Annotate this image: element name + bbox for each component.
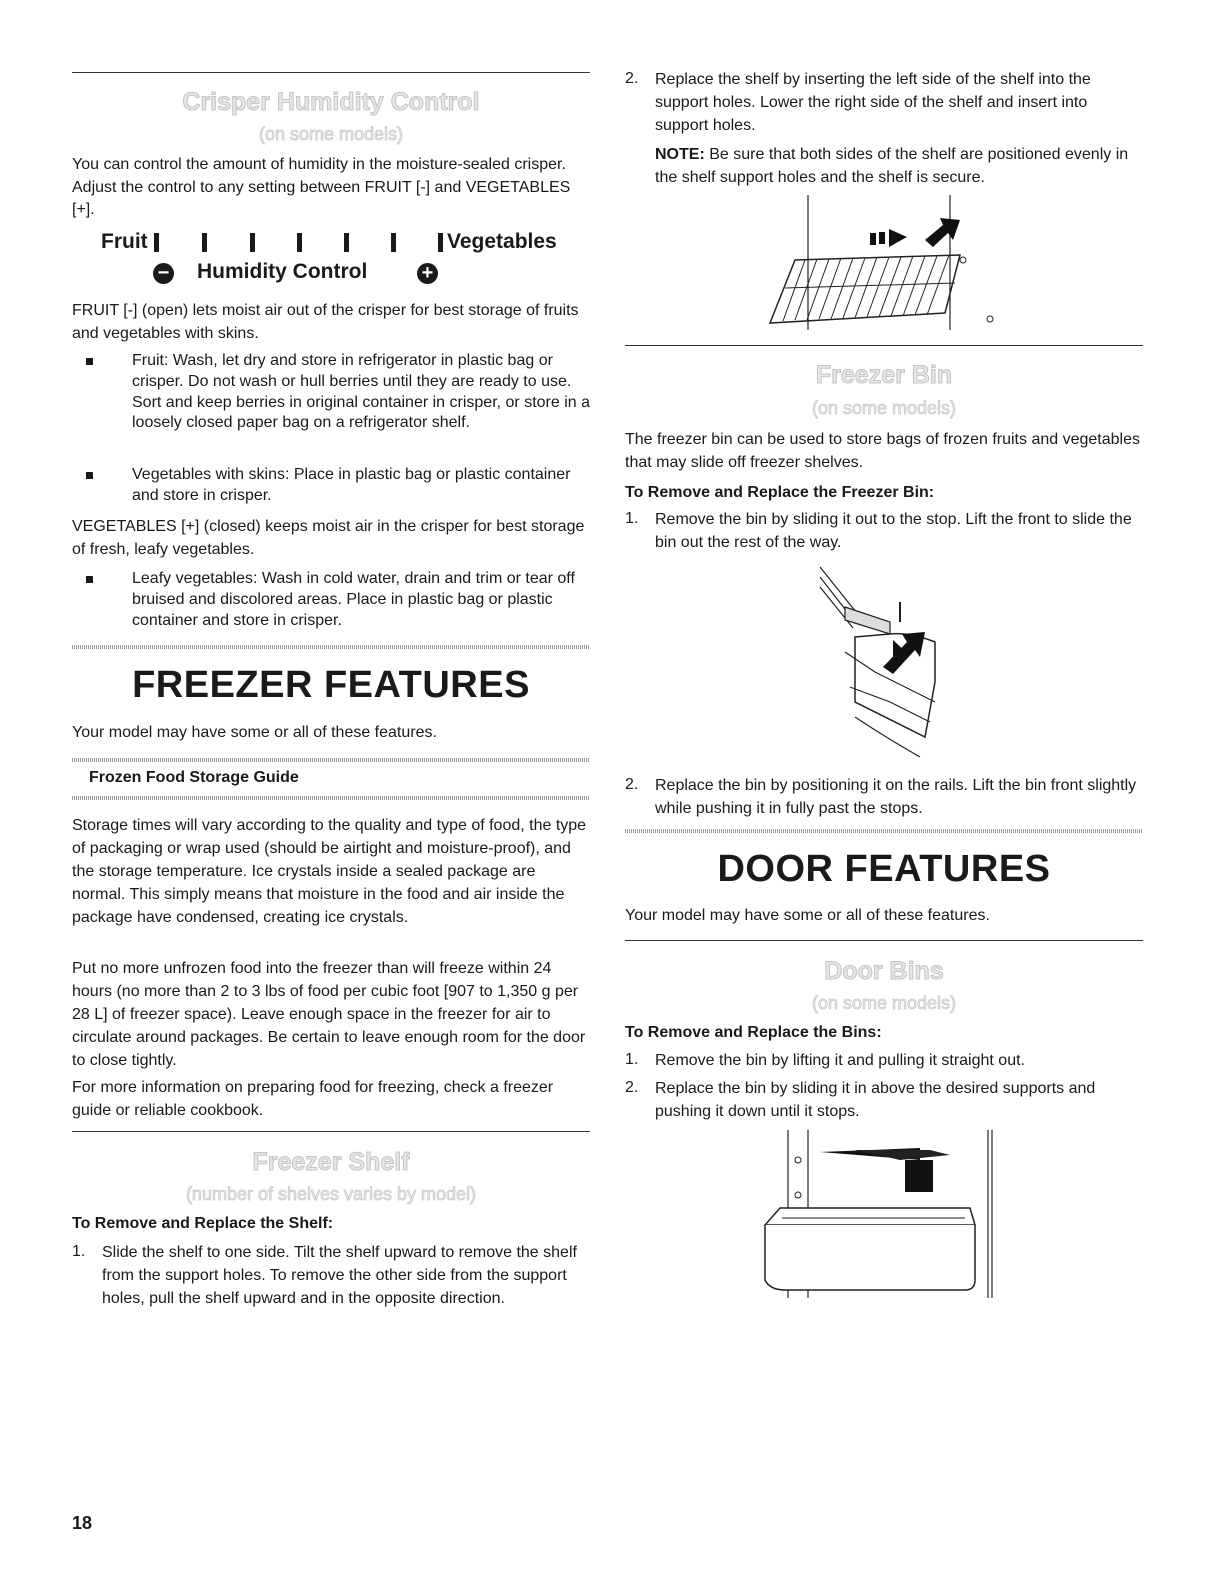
door-bins-subtitle: (on some models) — [811, 993, 957, 1013]
freezer-bin-subtitle: (on some models) — [811, 398, 957, 418]
page-number: 18 — [72, 1513, 93, 1533]
step-text: Replace the bin by sliding it in above the desired supports and pushing it down until it stops. — [655, 1080, 1096, 1120]
humidity-scale — [72, 230, 590, 290]
hatched-divider — [625, 829, 1143, 833]
hatched-divider — [72, 796, 590, 800]
freezer-features-intro: Your model may have some or all of these features. — [72, 724, 437, 741]
section-rule — [625, 345, 1143, 346]
door-features-intro: Your model may have some or all of these features. — [625, 907, 990, 924]
scale-caption: Humidity Control — [197, 260, 368, 283]
list-item — [72, 351, 590, 434]
freezer-shelf-title: Freezer Shelf — [252, 1148, 410, 1176]
section-rule — [72, 1131, 590, 1132]
list-item — [72, 1241, 590, 1310]
step-number: 2. — [625, 1079, 639, 1096]
crisper-intro: You can control the amount of humidity in the moisture-sealed crisper. Adjust the control to any setting between FRUIT [-] and VEGETABLES [+]. — [72, 156, 571, 218]
scale-tick — [202, 233, 207, 252]
step-text: Slide the shelf to one side. Tilt the shelf upward to remove the shelf from the support holes. To remove the other side from the support holes, pull the shelf upward and in the opposite direction. — [102, 1244, 577, 1307]
section-rule — [72, 72, 590, 73]
list-item — [625, 68, 1143, 137]
scale-tick — [297, 233, 302, 252]
freezer-features-heading: FREEZER FEATURES — [132, 664, 530, 706]
step-text: Replace the bin by positioning it on the rails. Lift the bin front slightly while pushing it in fully past the stops. — [655, 777, 1137, 817]
door-bins-title: Door Bins — [824, 957, 944, 985]
shelf-procedure-heading: To Remove and Replace the Shelf: — [72, 1215, 334, 1232]
fruit-setting-text: FRUIT [-] (open) lets moist air out of the crisper for best storage of fruits and vegetables with skins. — [72, 302, 579, 342]
scale-tick — [154, 233, 159, 252]
freezer-bin-illustration — [815, 562, 950, 762]
scale-tick — [391, 233, 396, 252]
list-item — [625, 774, 1143, 820]
crisper-subtitle: (on some models) — [258, 124, 404, 144]
step-text: Replace the shelf by inserting the left side of the shelf into the support holes. Lower the right side of the shelf and insert into support holes. — [655, 71, 1091, 134]
step-number: 1. — [72, 1243, 86, 1260]
storage-guide-paragraph: Storage times will vary according to the quality and type of food, the type of packaging or wrap used (should be airtight and moisture-proof), and the storage temperature. Ice crystals inside a sealed package are normal. This simply means that moisture in the food and air inside the package have condensed, creating ice crystals. — [72, 817, 587, 926]
step-text: Remove the bin by sliding it out to the stop. Lift the front to slide the bin out the rest of the way. — [655, 511, 1132, 551]
shelf-note — [625, 143, 1143, 189]
hatched-divider — [72, 758, 590, 762]
list-item — [625, 508, 1143, 554]
scale-tick — [344, 233, 349, 252]
freezer-bin-title: Freezer Bin — [815, 361, 953, 389]
list-item — [72, 569, 590, 631]
storage-guide-paragraph: Put no more unfrozen food into the freezer than will freeze within 24 hours (no more than 2 to 3 lbs of food per cubic foot [907 to 1,350 g per 28 L] of freezer space). Leave enough space in the freezer for air to circulate around packages. Be certain to leave enough room for the door to close tightly. — [72, 960, 586, 1069]
plus-icon: + — [417, 263, 438, 284]
note-label: NOTE: — [655, 146, 705, 163]
scale-vegetables-label: Vegetables — [447, 230, 557, 253]
step-number: 2. — [625, 70, 639, 87]
bullet-icon — [86, 358, 93, 365]
hatched-divider — [72, 645, 590, 649]
minus-icon: − — [153, 263, 174, 284]
door-bin-illustration — [760, 1130, 1005, 1300]
freezer-bin-procedure-heading: To Remove and Replace the Freezer Bin: — [625, 484, 935, 501]
bullet-icon — [86, 576, 93, 583]
door-features-heading: DOOR FEATURES — [717, 848, 1051, 890]
door-bins-procedure-heading: To Remove and Replace the Bins: — [625, 1024, 882, 1041]
step-number: 1. — [625, 510, 639, 527]
bullet-text: Vegetables with skins: Place in plastic bag or plastic container and store in crisper. — [132, 466, 571, 504]
bullet-text: Fruit: Wash, let dry and store in refrigerator in plastic bag or crisper. Do not wash or hull berries until they are ready to use. Sort and keep berries in original container in crisper, or store in a loosely closed paper bag on a refrigerator shelf. — [132, 352, 591, 432]
step-number: 1. — [625, 1051, 639, 1068]
list-item — [625, 1077, 1143, 1123]
scale-fruit-label: Fruit — [101, 230, 148, 253]
section-rule — [625, 940, 1143, 941]
vegetables-setting-text: VEGETABLES [+] (closed) keeps moist air in the crisper for best storage of fresh, leafy vegetables. — [72, 518, 585, 558]
list-item — [72, 465, 590, 507]
freezer-bin-intro: The freezer bin can be used to store bags of frozen fruits and vegetables that may slide off freezer shelves. — [625, 431, 1140, 471]
step-text: Remove the bin by lifting it and pulling it straight out. — [655, 1052, 1025, 1069]
note-text: Be sure that both sides of the shelf are positioned evenly in the shelf support holes and the shelf is secure. — [655, 146, 1129, 186]
shelf-illustration — [765, 195, 1005, 335]
storage-guide-paragraph: For more information on preparing food for freezing, check a freezer guide or reliable cookbook. — [72, 1079, 554, 1119]
bullet-text: Leafy vegetables: Wash in cold water, drain and trim or tear off bruised and discolored areas. Place in plastic bag or plastic container and store in crisper. — [132, 570, 575, 629]
scale-tick — [250, 233, 255, 252]
step-number: 2. — [625, 776, 639, 793]
crisper-title: Crisper Humidity Control — [182, 88, 480, 116]
scale-tick — [438, 233, 443, 252]
freezer-shelf-subtitle: (number of shelves varies by model) — [185, 1184, 477, 1204]
storage-guide-heading: Frozen Food Storage Guide — [89, 769, 299, 786]
bullet-icon — [86, 472, 93, 479]
list-item — [625, 1049, 1143, 1072]
